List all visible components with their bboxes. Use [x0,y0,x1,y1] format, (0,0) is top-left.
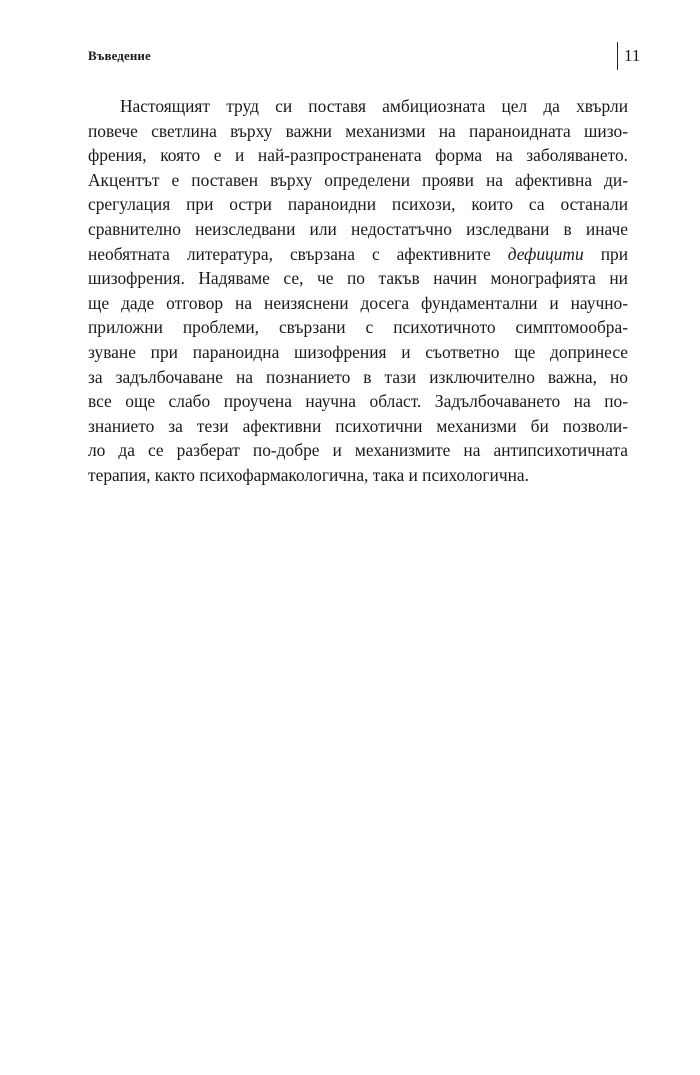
paragraph-line [88,242,628,267]
running-title: Въведение [88,48,151,63]
paragraph-line: терапия, както психофармакологична, така и психологична. [88,464,529,485]
paragraph-line: приложни проблеми, свързани с психотичното симптомообра- [88,317,628,338]
paragraph-line: ще даде отговор на неизяснени досега фундаментални и научно- [88,292,628,313]
line-text: при [600,243,628,264]
paragraph-line: френия, която е и най-разпространената форма на заболяването. [88,145,628,166]
paragraph-line: ло да се разберат по-добре и механизмите на антипсихотичната [88,440,628,461]
paragraph-line: сравнително неизследвани или недостатъчно изследвани в иначе [88,218,628,239]
page-number: 11 [624,46,641,65]
line-text: необятната литература, свързана с афективните [88,243,491,264]
paragraph-line: шизофрения. Надяваме се, че по такъв начин монографията ни [88,268,628,289]
italic-term: дефицити [507,243,584,264]
paragraph-line: срегулация при остри параноидни психози, които са останали [88,194,628,215]
page-number-block [617,42,640,70]
paragraph-line: Акцентът е поставен върху определени прояви на афективна ди- [88,169,628,190]
paragraph-line: все още слабо проучена научна област. Задълбочаването на по- [88,391,628,412]
paragraph-line: зуване при параноидна шизофрения и съответно ще допринесе [88,341,628,362]
paragraph-line: знанието за тези афективни психотични механизми би позволи- [88,415,628,436]
paragraph-line: повече светлина върху важни механизми на параноидната шизо- [88,120,628,141]
paragraph-line: за задълбочаване на познанието в тази изключително важна, но [88,366,628,387]
paragraph-line: Настоящият труд си поставя амбициозната цел да хвърли [120,96,628,116]
page-number-divider [617,42,618,70]
body-paragraph [88,94,628,488]
